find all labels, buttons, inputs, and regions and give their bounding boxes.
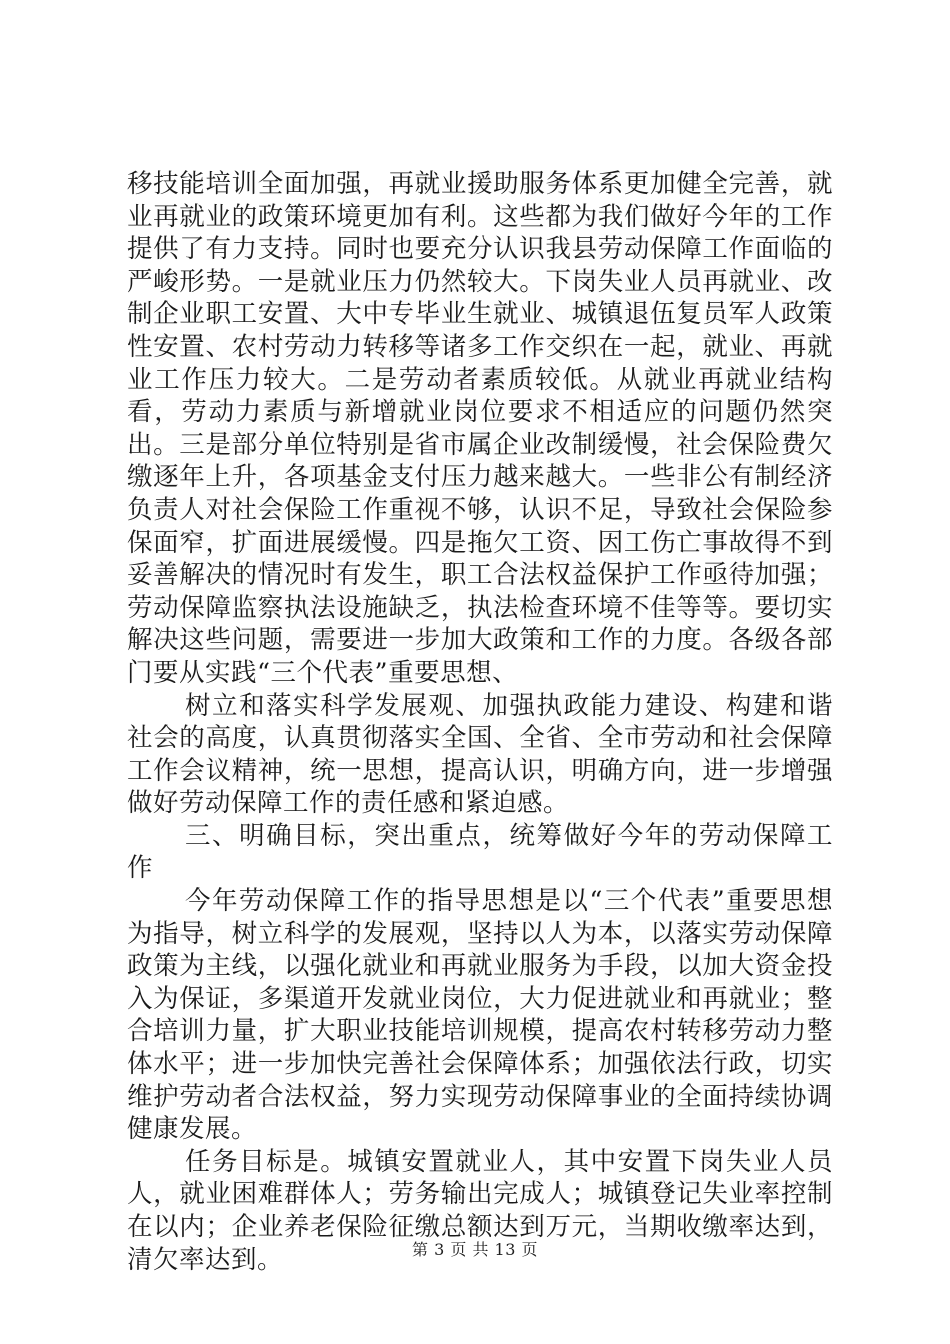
paragraph-guiding-thought: 今年劳动保障工作的指导思想是以“三个代表”重要思想为指导，树立科学的发展观，坚持以人为本，以落实劳动保障政策为主线，以强化就业和再就业服务为手段，以加大资金投入为保证，多渠道开发就业岗位，大力促进就业和再就业；整合培训力量，扩大职业技能培训规模，提高农村转移劳动力整体水平；进一步加快完善社会保障体系；加强依法行政，切实维护劳动者合法权益，努力实现劳动保障事业的全面持续协调健康发展。: [127, 886, 833, 1145]
section-heading: 三、明确目标，突出重点，统筹做好今年的劳动保障工作: [127, 820, 833, 884]
paragraph-continuation: 移技能培训全面加强，再就业援助服务体系更加健全完善，就业再就业的政策环境更加有利。这些都为我们做好今年的工作提供了有力支持。同时也要充分认识我县劳动保障工作面临的严峻形势。一是就业压力仍然较大。下岗失业人员再就业、改制企业职工安置、大中专毕业生就业、城镇退伍复员军人政策性安置、农村劳动力转移等诸多工作交织在一起，就业、再就业工作压力较大。二是劳动者素质较低。从就业再就业结构看，劳动力素质与新增就业岗位要求不相适应的问题仍然突出。三是部分单位特别是省市属企业改制缓慢，社会保险费欠缴逐年上升，各项基金支付压力越来越大。一些非公有制经济负责人对社会保险工作重视不够，认识不足，导致社会保险参保面窄，扩面进展缓慢。四是拖欠工资、因工伤亡事故得不到妥善解决的情况时有发生，职工合法权益保护工作亟待加强；劳动保障监察执法设施缺乏，执法检查环境不佳等等。要切实解决这些问题，需要进一步加大政策和工作的力度。各级各部门要从实践“三个代表”重要思想、: [127, 169, 833, 688]
paragraph-task-targets: 任务目标是。城镇安置就业人，其中安置下岗失业人员人，就业困难群体人；劳务输出完成人；城镇登记失业率控制在以内；企业养老保险征缴总额达到万元，当期收缴率达到，清欠率达到。: [127, 1146, 833, 1275]
page-number-footer: 第 3 页 共 13 页: [412, 1240, 538, 1259]
document-body: [127, 168, 833, 1276]
paragraph-development-view: 树立和落实科学发展观、加强执政能力建设、构建和谐社会的高度，认真贯彻落实全国、全省、全市劳动和社会保障工作会议精神，统一思想，提高认识，明确方向，进一步增强做好劳动保障工作的责任感和紧迫感。: [127, 690, 833, 819]
